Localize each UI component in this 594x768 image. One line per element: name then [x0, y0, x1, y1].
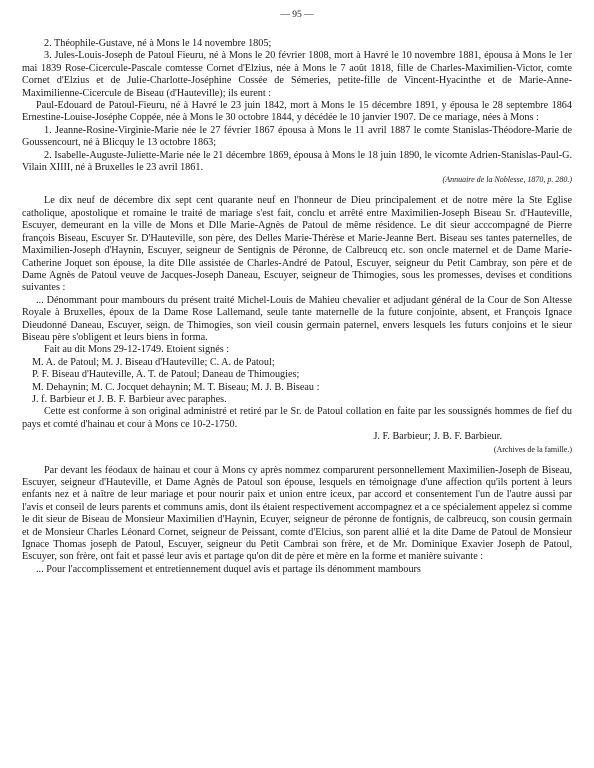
- genealogy-entry-jeanne: 1. Jeanne-Rosine-Virginie-Marie née le 27 février 1867 épousa à Mons le 11 avril 1887 le comte Stanislas-Théodore-Marie de Goussencourt, né à Blicquy le 13 octobre 1863;: [22, 124, 572, 149]
- genealogy-entry-jules: 3. Jules-Louis-Joseph de Patoul Fieuru, né à Mons le 20 février 1808, mort à Havré le 10 novembre 1881, épousa à Mons le 1er mai 1839 Rose-Cicercule-Pascale comtesse Cornet d'Elzius, née à Mons le 7 août 1818, fille de Charles-Maximilien-Victor, comte Cornet d'Elzius et de Julie-Charlotte-Joséphine Cossée de Sémeries, petite-fille de Vincent-Hyacinthe et de Marie-Anne-Maximilienne-Cicercule de Biseau (d'Hauteville); ils eurent :: [22, 50, 572, 99]
- genealogy-entry-isabelle: 2. Isabelle-Auguste-Juliette-Marie née le 21 décembre 1869, épousa à Mons le 18 juin 1890, le vicomte Adrien-Stanislas-Paul-G. Vilain XIIII, né à Bruxelles le 23 avril 1861.: [22, 149, 572, 174]
- contract2-mambours: ... Pour l'accomplissement et entretiennement duquel avis et partage ils dénomment mambours: [36, 563, 421, 575]
- contract1-signatures-1: M. A. de Patoul; M. J. Biseau d'Hauteville; C. A. de Patoul;: [32, 356, 275, 368]
- contract1-signatures-2: P. F. Biseau d'Hauteville, A. T. de Patoul; Daneau de Thimougies;: [32, 369, 300, 381]
- page-number: — 95 —: [280, 10, 314, 20]
- contract1-signatures-4: J. f. Barbieur et J. B. F. Barbieur avec paraphes.: [32, 393, 227, 405]
- genealogy-entry-theophile: 2. Théophile-Gustave, né à Mons le 14 novembre 1805;: [44, 38, 272, 49]
- contract1-done-at: Fait au dit Mons 29-12-1749. Etoient signés :: [44, 344, 230, 356]
- contract1-signers: J. F. Barbieur; J. B. F. Barbieur.: [373, 431, 502, 443]
- genealogy-source: (Annuaire de la Noblesse, 1870, p. 280.): [442, 175, 572, 185]
- genealogy-entry-paul: Paul-Edouard de Patoul-Fieuru, né à Havré le 23 juin 1842, mort à Mons le 15 décembre 1891, y épousa le 28 septembre 1864 Ernestine-Louise-Joséphe Coppée, née à Mons le 30 octobre 1844, y décédée le 10 janvier 1907. De ce mariage, nées à Mons :: [22, 100, 572, 124]
- contract2-opening: Par devant les féodaux de hainau et cour à Mons cy après nommez comparurent personnellement Maximilien-Joseph de Biseau, Escuyer, seigneur d'Hauteville, et Dame Agnès de Patoul son épouse, lesquels en témoignage d'une affection qu'ils portent à leurs enfants nez et à naître de leur mariage et pour nourir paix et union entre iceux, par accord et consentement l'un de l'autre aussi par l'avis et conseil de leurs parents et communs amis, dont ils étaient respectivement accompagnez et a ce spécialement appelez si comme le dit sieur de Biseau de Monsieur Maximilien d'Haynin, Ecuyer, seigneur de péronne de fontignis, de calbreucq, son cousin germain et de Monsieur Charles Léonard Cornet, seigneur de Peissant, comte d'Elcius, son parent allié et la dite Dame de Patoul de Monsieur Ignace Thomas joseph de Patoul, Escuyer, seigneur du Petit Cambrai son frère, et de Mr. Dominique Exavier Joseph de Patoul, Escuyer, son frère, ont fait et passé leur avis et partage qu'on dit de père et mère en la forme et manière suivante :: [22, 464, 572, 563]
- contract1-collation: Cette est conforme à son original administré et retiré par le Sr. de Patoul collation en faite par les soussignés hommes de fief du pays et comté d'hainau et cour à Mons ce 10-2-1750.: [22, 406, 572, 430]
- contract1-source: (Archives de la famille.): [493, 444, 572, 454]
- contract1-mambours: ... Dénommant pour mambours du présent traité Michel-Louis de Mahieu chevalier et adjudant général de la Cour de Son Altesse Royale à Bruxelles, époux de la Dame Rose Lallemand, seule tante maternelle de la future conjointe, absent, et François Ignace Dieudonné Daneau, Escuyer, seign. de Thimogies, son vieil cousin germain paternel, envers lesquels les futurs conjoins et le sieur Biseau père s'obligent et leurs biens in forma.: [22, 294, 572, 343]
- page-body: [22, 38, 572, 576]
- contract1-opening: Le dix neuf de décembre dix sept cent quarante neuf en l'honneur de Dieu principalement et de notre mère la Ste Eglise catholique, apostolique et romaine le traité de mariage s'est fait, conclu et arrêté entre Maximilien-Joseph Biseau Sr. d'Hauteville, Escuyer, demeurant en la ville de Mons et Dlle Marie-Agnès de Patoul de même résidence. Le dit sieur acccompagné de Pierre françois Biseau, Escuyer Sr. D'Hauteville, son père, des Delles Marie-Thérèse et Marie-Jeanne Bert. Biseau ses tantes paternelles, de Maximilien-Joseph d'Haynin, Escuyer, seigneur de Sentignis de Péronne, de Calbreucq etc. son oncle maternel et de Dame Marie-Catherine Joquet son épouse, la dite Dlle assistée de Charles-André de Patoul, Escuyer, seigneur du Petit Cambray, son père et de Dame Agnès de Patoul veuve de Jacques-Joseph Daneau, Escuyer, seigneur de Thimogies, sous les promesses, devises et conditions suivantes :: [22, 195, 572, 294]
- contract1-signatures-3: M. Dehaynin; M. C. Jocquet dehaynin; M. T. Biseau; M. J. B. Biseau :: [32, 381, 320, 393]
